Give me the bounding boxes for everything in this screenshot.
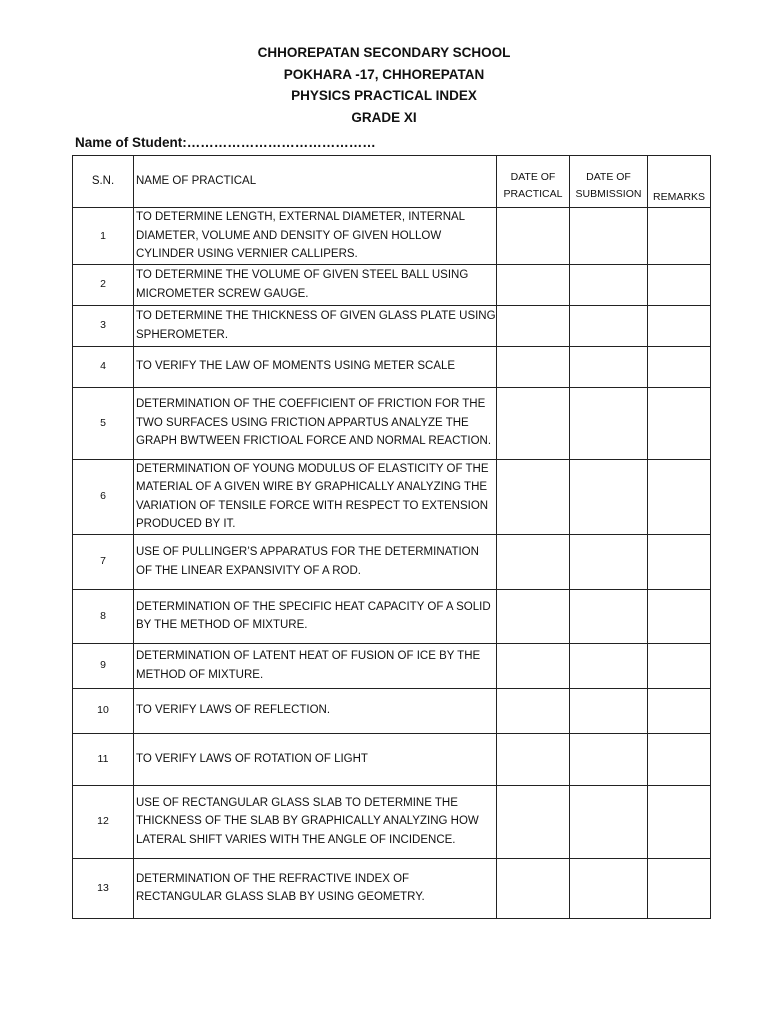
row-sn: 12 bbox=[73, 785, 134, 858]
row-date-of-submission-cell bbox=[570, 459, 648, 534]
table-header-row bbox=[73, 156, 711, 208]
row-date-of-submission-cell bbox=[570, 387, 648, 459]
row-practical-name: DETERMINATION OF THE REFRACTIVE INDEX OF RECTANGULAR GLASS SLAB BY USING GEOMETRY. bbox=[134, 858, 497, 918]
row-practical-name: TO VERIFY THE LAW OF MOMENTS USING METER SCALE bbox=[134, 346, 497, 387]
row-sn: 10 bbox=[73, 688, 134, 733]
row-sn: 11 bbox=[73, 733, 134, 785]
row-date-of-submission-cell bbox=[570, 589, 648, 643]
table-row bbox=[73, 264, 711, 305]
row-practical-name: TO DETERMINE THE VOLUME OF GIVEN STEEL BALL USING MICROMETER SCREW GAUGE. bbox=[134, 264, 497, 305]
row-sn: 5 bbox=[73, 387, 134, 459]
table-row bbox=[73, 208, 711, 265]
table-row bbox=[73, 688, 711, 733]
row-practical-name: DETERMINATION OF THE COEFFICIENT OF FRICTION FOR THE TWO SURFACES USING FRICTION APPARTUS ANALYZE THE GRAPH BWTWEEN FRICTIOAL FORCE AND NORMAL REACTION. bbox=[134, 387, 497, 459]
header-date-of-practical-line2: PRACTICAL bbox=[503, 187, 563, 200]
row-date-of-practical-cell bbox=[497, 264, 570, 305]
table-row bbox=[73, 346, 711, 387]
header-name-of-practical: NAME OF PRACTICAL bbox=[134, 156, 497, 208]
row-remarks-cell bbox=[648, 858, 711, 918]
row-practical-name: TO VERIFY LAWS OF ROTATION OF LIGHT bbox=[134, 733, 497, 785]
row-date-of-submission-cell bbox=[570, 305, 648, 346]
table-body bbox=[73, 208, 711, 919]
table-row bbox=[73, 785, 711, 858]
header-date-of-practical-line1: DATE OF bbox=[510, 170, 556, 183]
row-practical-name: USE OF PULLINGER’S APPARATUS FOR THE DETERMINATION OF THE LINEAR EXPANSIVITY OF A ROD. bbox=[134, 534, 497, 589]
row-remarks-cell bbox=[648, 264, 711, 305]
row-remarks-cell bbox=[648, 643, 711, 688]
row-sn: 2 bbox=[73, 264, 134, 305]
row-practical-name: DETERMINATION OF THE SPECIFIC HEAT CAPACITY OF A SOLID BY THE METHOD OF MIXTURE. bbox=[134, 589, 497, 643]
row-practical-name: TO DETERMINE LENGTH, EXTERNAL DIAMETER, INTERNAL DIAMETER, VOLUME AND DENSITY OF GIVEN HOLLOW CYLINDER USING VERNIER CALLIPERS. bbox=[134, 208, 497, 265]
row-date-of-submission-cell bbox=[570, 534, 648, 589]
table-row bbox=[73, 305, 711, 346]
row-date-of-practical-cell bbox=[497, 589, 570, 643]
row-date-of-practical-cell bbox=[497, 305, 570, 346]
school-address: POKHARA -17, CHHOREPATAN bbox=[283, 66, 485, 82]
row-date-of-practical-cell bbox=[497, 858, 570, 918]
row-date-of-practical-cell bbox=[497, 785, 570, 858]
student-name-label: Name of Student:…………………………………… bbox=[75, 135, 376, 150]
row-date-of-practical-cell bbox=[497, 733, 570, 785]
document-header bbox=[0, 42, 768, 128]
row-date-of-submission-cell bbox=[570, 785, 648, 858]
row-date-of-practical-cell bbox=[497, 208, 570, 265]
row-practical-name: TO VERIFY LAWS OF REFLECTION. bbox=[134, 688, 497, 733]
row-date-of-practical-cell bbox=[497, 534, 570, 589]
row-remarks-cell bbox=[648, 387, 711, 459]
table-row bbox=[73, 858, 711, 918]
table-row bbox=[73, 589, 711, 643]
row-date-of-submission-cell bbox=[570, 264, 648, 305]
row-remarks-cell bbox=[648, 208, 711, 265]
row-remarks-cell bbox=[648, 688, 711, 733]
row-date-of-submission-cell bbox=[570, 688, 648, 733]
practical-index-table bbox=[72, 155, 711, 919]
header-date-of-practical bbox=[497, 156, 570, 208]
row-practical-name: DETERMINATION OF LATENT HEAT OF FUSION OF ICE BY THE METHOD OF MIXTURE. bbox=[134, 643, 497, 688]
row-date-of-practical-cell bbox=[497, 643, 570, 688]
row-date-of-submission-cell bbox=[570, 346, 648, 387]
table-row bbox=[73, 643, 711, 688]
header-sn: S.N. bbox=[73, 156, 134, 208]
row-sn: 1 bbox=[73, 208, 134, 265]
header-date-of-submission-line1: DATE OF bbox=[586, 170, 631, 183]
row-date-of-submission-cell bbox=[570, 643, 648, 688]
row-date-of-practical-cell bbox=[497, 459, 570, 534]
row-date-of-submission-cell bbox=[570, 733, 648, 785]
row-sn: 7 bbox=[73, 534, 134, 589]
row-remarks-cell bbox=[648, 733, 711, 785]
grade-label: GRADE XI bbox=[351, 109, 417, 125]
row-practical-name: DETERMINATION OF YOUNG MODULUS OF ELASTICITY OF THE MATERIAL OF A GIVEN WIRE BY GRAPHICALLY ANALYZING THE VARIATION OF TENSILE FORCE WITH RESPECT TO EXTENSION PRODUCED BY IT. bbox=[134, 459, 497, 534]
table-row bbox=[73, 534, 711, 589]
row-sn: 6 bbox=[73, 459, 134, 534]
row-practical-name: USE OF RECTANGULAR GLASS SLAB TO DETERMINE THE THICKNESS OF THE SLAB BY GRAPHICALLY ANALYZING HOW LATERAL SHIFT VARIES WITH THE ANGLE OF INCIDENCE. bbox=[134, 785, 497, 858]
row-remarks-cell bbox=[648, 346, 711, 387]
header-remarks: REMARKS bbox=[648, 156, 711, 208]
row-sn: 8 bbox=[73, 589, 134, 643]
table-row bbox=[73, 733, 711, 785]
row-remarks-cell bbox=[648, 305, 711, 346]
row-sn: 3 bbox=[73, 305, 134, 346]
table-row bbox=[73, 459, 711, 534]
school-name: CHHOREPATAN SECONDARY SCHOOL bbox=[257, 45, 511, 60]
row-date-of-submission-cell bbox=[570, 208, 648, 265]
row-sn: 9 bbox=[73, 643, 134, 688]
row-date-of-practical-cell bbox=[497, 688, 570, 733]
header-date-of-submission-line2: SUBMISSION bbox=[575, 187, 642, 200]
row-remarks-cell bbox=[648, 589, 711, 643]
header-date-of-submission bbox=[570, 156, 648, 208]
row-date-of-practical-cell bbox=[497, 346, 570, 387]
row-date-of-submission-cell bbox=[570, 858, 648, 918]
document-title: PHYSICS PRACTICAL INDEX bbox=[291, 88, 477, 103]
row-sn: 4 bbox=[73, 346, 134, 387]
row-remarks-cell bbox=[648, 534, 711, 589]
row-remarks-cell bbox=[648, 459, 711, 534]
row-remarks-cell bbox=[648, 785, 711, 858]
table-row bbox=[73, 387, 711, 459]
row-sn: 13 bbox=[73, 858, 134, 918]
row-practical-name: TO DETERMINE THE THICKNESS OF GIVEN GLASS PLATE USING SPHEROMETER. bbox=[134, 305, 497, 346]
row-date-of-practical-cell bbox=[497, 387, 570, 459]
